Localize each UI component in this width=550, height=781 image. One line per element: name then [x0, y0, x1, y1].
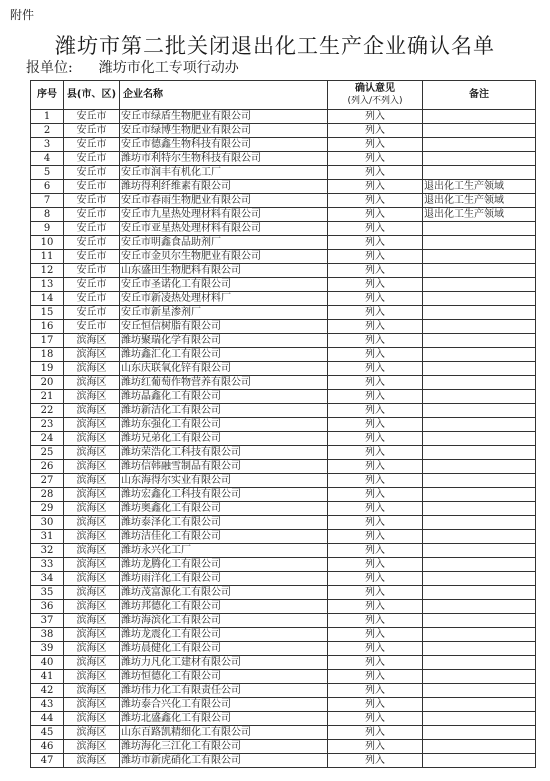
cell-no: 46 [31, 740, 64, 754]
table-row [31, 250, 536, 264]
company-table [30, 80, 536, 768]
cell-note [423, 586, 536, 600]
cell-confirm: 列入 [328, 670, 423, 684]
cell-company: 潍坊伟力化工有限责任公司 [120, 684, 328, 698]
cell-company: 潍坊力凡化工建材有限公司 [120, 656, 328, 670]
cell-district: 滨海区 [64, 432, 120, 446]
cell-note [423, 698, 536, 712]
cell-note [423, 572, 536, 586]
table-row [31, 278, 536, 292]
cell-confirm: 列入 [328, 208, 423, 222]
cell-district: 安丘市 [64, 320, 120, 334]
header-confirm-sub: (列入/不列入) [347, 96, 403, 106]
table-row [31, 530, 536, 544]
table-row [31, 152, 536, 166]
cell-district: 滨海区 [64, 460, 120, 474]
cell-note [423, 684, 536, 698]
cell-no: 45 [31, 726, 64, 740]
table-row [31, 320, 536, 334]
cell-confirm: 列入 [328, 586, 423, 600]
cell-company: 潍坊得利纤维素有限公司 [120, 180, 328, 194]
cell-no: 26 [31, 460, 64, 474]
cell-confirm: 列入 [328, 222, 423, 236]
cell-company: 安丘恒信树脂有限公司 [120, 320, 328, 334]
cell-confirm: 列入 [328, 264, 423, 278]
table-row [31, 684, 536, 698]
cell-note [423, 502, 536, 516]
cell-no: 44 [31, 712, 64, 726]
cell-no: 16 [31, 320, 64, 334]
cell-note [423, 628, 536, 642]
cell-no: 39 [31, 642, 64, 656]
cell-district: 滨海区 [64, 586, 120, 600]
table-row [31, 572, 536, 586]
cell-district: 滨海区 [64, 544, 120, 558]
cell-district: 滨海区 [64, 600, 120, 614]
cell-confirm: 列入 [328, 138, 423, 152]
cell-confirm: 列入 [328, 516, 423, 530]
cell-company: 潍坊荣浩化工科技有限公司 [120, 446, 328, 460]
cell-confirm: 列入 [328, 110, 423, 124]
cell-note: 退出化工生产领域 [423, 194, 536, 208]
table-row [31, 656, 536, 670]
cell-company: 潍坊晨健化工有限公司 [120, 642, 328, 656]
cell-no: 25 [31, 446, 64, 460]
cell-district: 滨海区 [64, 390, 120, 404]
cell-company: 安丘市新凌热处理材料厂 [120, 292, 328, 306]
cell-no: 37 [31, 614, 64, 628]
cell-district: 滨海区 [64, 558, 120, 572]
cell-no: 3 [31, 138, 64, 152]
cell-confirm: 列入 [328, 642, 423, 656]
cell-no: 27 [31, 474, 64, 488]
cell-district: 安丘市 [64, 236, 120, 250]
cell-no: 30 [31, 516, 64, 530]
cell-confirm: 列入 [328, 166, 423, 180]
header-confirm [328, 81, 423, 110]
cell-company: 潍坊聚瑞化学有限公司 [120, 334, 328, 348]
cell-no: 17 [31, 334, 64, 348]
cell-company: 安丘市绿盾生物肥业有限公司 [120, 110, 328, 124]
reporting-unit-label: 报单位: [26, 60, 73, 76]
cell-district: 安丘市 [64, 292, 120, 306]
table-row [31, 292, 536, 306]
cell-company: 潍坊奥鑫化工有限公司 [120, 502, 328, 516]
table-row [31, 432, 536, 446]
table-row [31, 124, 536, 138]
cell-no: 29 [31, 502, 64, 516]
table-row [31, 614, 536, 628]
cell-note [423, 642, 536, 656]
cell-no: 32 [31, 544, 64, 558]
table-row [31, 754, 536, 768]
cell-note [423, 516, 536, 530]
cell-company: 潍坊茂富源化工有限公司 [120, 586, 328, 600]
cell-note [423, 376, 536, 390]
cell-note [423, 600, 536, 614]
cell-district: 滨海区 [64, 362, 120, 376]
cell-no: 36 [31, 600, 64, 614]
cell-note [423, 460, 536, 474]
cell-district: 滨海区 [64, 726, 120, 740]
cell-confirm: 列入 [328, 600, 423, 614]
cell-no: 43 [31, 698, 64, 712]
cell-no: 5 [31, 166, 64, 180]
cell-district: 滨海区 [64, 502, 120, 516]
cell-no: 9 [31, 222, 64, 236]
cell-district: 滨海区 [64, 614, 120, 628]
cell-confirm: 列入 [328, 474, 423, 488]
cell-district: 滨海区 [64, 698, 120, 712]
cell-company: 潍坊市新虎硝化工有限公司 [120, 754, 328, 768]
cell-note [423, 488, 536, 502]
cell-confirm: 列入 [328, 614, 423, 628]
cell-note [423, 474, 536, 488]
cell-company: 安丘市德鑫生物科技有限公司 [120, 138, 328, 152]
table-row [31, 502, 536, 516]
table-row [31, 488, 536, 502]
cell-no: 14 [31, 292, 64, 306]
cell-note [423, 670, 536, 684]
cell-district: 滨海区 [64, 712, 120, 726]
cell-district: 滨海区 [64, 642, 120, 656]
cell-no: 23 [31, 418, 64, 432]
cell-company: 潍坊东强化工有限公司 [120, 418, 328, 432]
cell-company: 潍坊龙震化工有限公司 [120, 628, 328, 642]
cell-no: 28 [31, 488, 64, 502]
cell-company: 安丘市金贝尔生物肥业有限公司 [120, 250, 328, 264]
cell-district: 滨海区 [64, 628, 120, 642]
cell-confirm: 列入 [328, 698, 423, 712]
cell-company: 山东庆联氧化锌有限公司 [120, 362, 328, 376]
cell-confirm: 列入 [328, 390, 423, 404]
cell-company: 安丘市九星热处理材料有限公司 [120, 208, 328, 222]
cell-note [423, 726, 536, 740]
cell-district: 滨海区 [64, 446, 120, 460]
cell-no: 10 [31, 236, 64, 250]
table-row [31, 516, 536, 530]
cell-confirm: 列入 [328, 320, 423, 334]
cell-note [423, 320, 536, 334]
cell-note [423, 712, 536, 726]
cell-no: 42 [31, 684, 64, 698]
cell-no: 19 [31, 362, 64, 376]
cell-company: 潍坊邦德化工有限公司 [120, 600, 328, 614]
cell-district: 安丘市 [64, 166, 120, 180]
cell-confirm: 列入 [328, 656, 423, 670]
cell-confirm: 列入 [328, 152, 423, 166]
cell-note [423, 390, 536, 404]
cell-confirm: 列入 [328, 754, 423, 768]
cell-confirm: 列入 [328, 334, 423, 348]
table-row [31, 222, 536, 236]
table-row [31, 404, 536, 418]
cell-no: 21 [31, 390, 64, 404]
table-header-row [31, 81, 536, 110]
cell-no: 38 [31, 628, 64, 642]
cell-note [423, 530, 536, 544]
cell-confirm: 列入 [328, 740, 423, 754]
cell-company: 安丘市亚星热处理材料有限公司 [120, 222, 328, 236]
table-row [31, 418, 536, 432]
cell-confirm: 列入 [328, 558, 423, 572]
cell-company: 潍坊宏鑫化工科技有限公司 [120, 488, 328, 502]
table-row [31, 628, 536, 642]
cell-district: 滨海区 [64, 670, 120, 684]
cell-company: 潍坊红葡萄作物营养有限公司 [120, 376, 328, 390]
cell-no: 6 [31, 180, 64, 194]
cell-confirm: 列入 [328, 712, 423, 726]
cell-no: 1 [31, 110, 64, 124]
table-row [31, 390, 536, 404]
cell-company: 潍坊海滨化工有限公司 [120, 614, 328, 628]
table-row [31, 166, 536, 180]
cell-district: 滨海区 [64, 754, 120, 768]
cell-note [423, 432, 536, 446]
table-row [31, 474, 536, 488]
cell-note: 退出化工生产领域 [423, 208, 536, 222]
cell-no: 4 [31, 152, 64, 166]
header-district: 县(市、区) [64, 81, 120, 110]
cell-company: 潍坊洁佳化工有限公司 [120, 530, 328, 544]
cell-company: 山东百路凯精细化工有限公司 [120, 726, 328, 740]
table-row [31, 110, 536, 124]
table-row [31, 446, 536, 460]
cell-confirm: 列入 [328, 180, 423, 194]
cell-note [423, 446, 536, 460]
cell-confirm: 列入 [328, 292, 423, 306]
cell-no: 24 [31, 432, 64, 446]
cell-confirm: 列入 [328, 418, 423, 432]
cell-district: 滨海区 [64, 572, 120, 586]
cell-note [423, 222, 536, 236]
cell-confirm: 列入 [328, 278, 423, 292]
cell-company: 山东盛田生物肥料有限公司 [120, 264, 328, 278]
cell-company: 潍坊信韩融雪制品有限公司 [120, 460, 328, 474]
table-row [31, 348, 536, 362]
cell-note [423, 250, 536, 264]
cell-confirm: 列入 [328, 194, 423, 208]
cell-note [423, 544, 536, 558]
cell-note [423, 362, 536, 376]
cell-district: 滨海区 [64, 418, 120, 432]
cell-district: 安丘市 [64, 124, 120, 138]
cell-district: 滨海区 [64, 530, 120, 544]
header-confirm-label: 确认意见 [355, 83, 395, 94]
cell-company: 潍坊龙腾化工有限公司 [120, 558, 328, 572]
cell-district: 安丘市 [64, 152, 120, 166]
cell-confirm: 列入 [328, 530, 423, 544]
cell-confirm: 列入 [328, 250, 423, 264]
table-row [31, 740, 536, 754]
cell-confirm: 列入 [328, 726, 423, 740]
cell-no: 18 [31, 348, 64, 362]
cell-company: 潍坊晶鑫化工有限公司 [120, 390, 328, 404]
table-row [31, 712, 536, 726]
cell-confirm: 列入 [328, 124, 423, 138]
cell-district: 安丘市 [64, 222, 120, 236]
cell-company: 安丘市绿博生物肥业有限公司 [120, 124, 328, 138]
cell-note [423, 348, 536, 362]
cell-confirm: 列入 [328, 376, 423, 390]
cell-confirm: 列入 [328, 306, 423, 320]
cell-company: 潍坊永兴化工厂 [120, 544, 328, 558]
cell-note [423, 656, 536, 670]
cell-company: 潍坊鑫汇化工有限公司 [120, 348, 328, 362]
cell-district: 滨海区 [64, 376, 120, 390]
cell-company: 潍坊雨洋化工有限公司 [120, 572, 328, 586]
cell-note [423, 614, 536, 628]
cell-no: 12 [31, 264, 64, 278]
cell-note [423, 264, 536, 278]
cell-district: 滨海区 [64, 516, 120, 530]
cell-note [423, 740, 536, 754]
cell-note [423, 278, 536, 292]
cell-district: 安丘市 [64, 110, 120, 124]
cell-no: 41 [31, 670, 64, 684]
cell-no: 8 [31, 208, 64, 222]
cell-no: 31 [31, 530, 64, 544]
cell-note [423, 110, 536, 124]
cell-no: 34 [31, 572, 64, 586]
attachment-label: 附件 [10, 8, 35, 22]
table-row [31, 600, 536, 614]
reporting-unit [26, 57, 239, 77]
cell-confirm: 列入 [328, 572, 423, 586]
header-no: 序号 [31, 81, 64, 110]
cell-company: 潍坊恒德化工有限公司 [120, 670, 328, 684]
cell-confirm: 列入 [328, 544, 423, 558]
table-row [31, 376, 536, 390]
table-row [31, 334, 536, 348]
cell-no: 33 [31, 558, 64, 572]
page-title: 潍坊市第二批关闭退出化工生产企业确认名单 [55, 34, 495, 58]
table-row [31, 558, 536, 572]
table-row [31, 698, 536, 712]
cell-district: 滨海区 [64, 334, 120, 348]
cell-district: 滨海区 [64, 740, 120, 754]
table-row [31, 138, 536, 152]
cell-company: 潍坊新洁化工有限公司 [120, 404, 328, 418]
cell-district: 滨海区 [64, 404, 120, 418]
cell-company: 潍坊泰泽化工有限公司 [120, 516, 328, 530]
reporting-unit-value: 潍坊市化工专项行动办 [98, 60, 239, 76]
cell-note [423, 334, 536, 348]
cell-confirm: 列入 [328, 502, 423, 516]
table-row [31, 460, 536, 474]
table-row [31, 362, 536, 376]
cell-company: 山东海得尔实业有限公司 [120, 474, 328, 488]
cell-no: 2 [31, 124, 64, 138]
cell-confirm: 列入 [328, 362, 423, 376]
cell-confirm: 列入 [328, 684, 423, 698]
cell-no: 13 [31, 278, 64, 292]
cell-no: 47 [31, 754, 64, 768]
cell-note [423, 306, 536, 320]
cell-company: 潍坊泰合兴化工有限公司 [120, 698, 328, 712]
cell-district: 安丘市 [64, 278, 120, 292]
cell-district: 安丘市 [64, 138, 120, 152]
cell-note [423, 558, 536, 572]
cell-confirm: 列入 [328, 432, 423, 446]
table-row [31, 670, 536, 684]
cell-confirm: 列入 [328, 628, 423, 642]
table-row [31, 642, 536, 656]
cell-district: 安丘市 [64, 306, 120, 320]
cell-no: 11 [31, 250, 64, 264]
cell-confirm: 列入 [328, 446, 423, 460]
cell-no: 22 [31, 404, 64, 418]
cell-note [423, 754, 536, 768]
cell-no: 15 [31, 306, 64, 320]
header-company: 企业名称 [120, 81, 328, 110]
cell-company: 安丘市春雨生物肥业有限公司 [120, 194, 328, 208]
table-row [31, 726, 536, 740]
table-row [31, 586, 536, 600]
cell-company: 潍坊兄弟化工有限公司 [120, 432, 328, 446]
cell-note [423, 166, 536, 180]
cell-company: 安丘市新星渗剂厂 [120, 306, 328, 320]
cell-district: 安丘市 [64, 194, 120, 208]
cell-company: 安丘市圣诺化工有限公司 [120, 278, 328, 292]
cell-company: 潍坊北盛鑫化工有限公司 [120, 712, 328, 726]
table-body [31, 110, 536, 768]
cell-district: 安丘市 [64, 264, 120, 278]
cell-note [423, 292, 536, 306]
cell-no: 40 [31, 656, 64, 670]
cell-district: 滨海区 [64, 474, 120, 488]
cell-company: 安丘市明鑫食品助剂厂 [120, 236, 328, 250]
cell-confirm: 列入 [328, 460, 423, 474]
cell-confirm: 列入 [328, 348, 423, 362]
table-row [31, 264, 536, 278]
table-row [31, 180, 536, 194]
cell-confirm: 列入 [328, 236, 423, 250]
cell-district: 滨海区 [64, 656, 120, 670]
cell-note [423, 152, 536, 166]
cell-district: 滨海区 [64, 348, 120, 362]
cell-no: 20 [31, 376, 64, 390]
cell-note [423, 124, 536, 138]
table-row [31, 236, 536, 250]
cell-company: 安丘市润丰有机化工厂 [120, 166, 328, 180]
cell-note [423, 404, 536, 418]
cell-district: 滨海区 [64, 488, 120, 502]
table-row [31, 306, 536, 320]
cell-no: 35 [31, 586, 64, 600]
table-row [31, 208, 536, 222]
cell-note [423, 138, 536, 152]
cell-district: 安丘市 [64, 180, 120, 194]
cell-note [423, 236, 536, 250]
table-row [31, 544, 536, 558]
cell-no: 7 [31, 194, 64, 208]
cell-company: 潍坊海化三江化工有限公司 [120, 740, 328, 754]
cell-district: 安丘市 [64, 208, 120, 222]
cell-confirm: 列入 [328, 404, 423, 418]
table-row [31, 194, 536, 208]
header-note: 备注 [423, 81, 536, 110]
cell-district: 滨海区 [64, 684, 120, 698]
cell-company: 潍坊市利特尔生物科技有限公司 [120, 152, 328, 166]
cell-note [423, 418, 536, 432]
cell-confirm: 列入 [328, 488, 423, 502]
cell-note: 退出化工生产领域 [423, 180, 536, 194]
cell-district: 安丘市 [64, 250, 120, 264]
